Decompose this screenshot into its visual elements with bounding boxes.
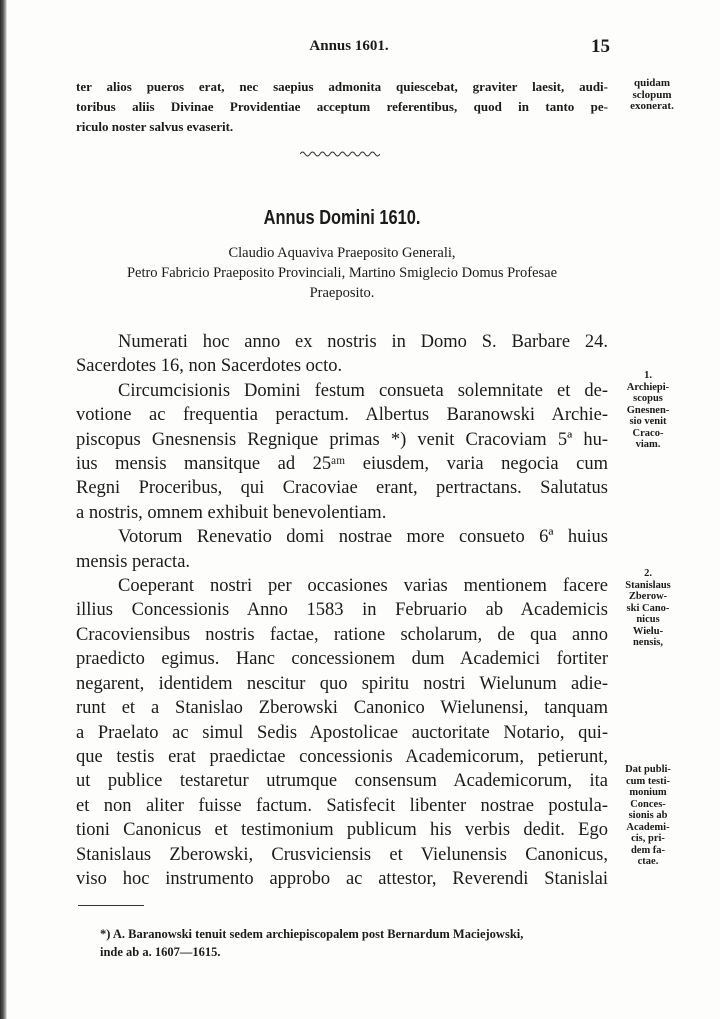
text-line: Sacerdotes 16, non Sacerdotes octo.	[76, 356, 343, 377]
footnote	[100, 925, 610, 961]
margin-note-2: 2. Stanislaus Zberow- ski Cano- nicus Wielu- nensis,	[625, 568, 671, 648]
text-line: Votorum Renevatio domi nostrae more consueto 6ª huius	[118, 527, 608, 548]
text-line: ius mensis mansitque ad 25ᵃᵐ eiusdem, varia negocia cum	[76, 454, 608, 475]
section-heading: Annus Domini 1610.	[263, 207, 421, 229]
page-number: 15	[591, 36, 610, 57]
officials-line	[76, 243, 608, 303]
margin-note-1: 1. Archiepi- scopus Gnesnen- sio venit Craco- viam.	[626, 370, 670, 450]
running-title: Annus 1601.	[309, 38, 389, 54]
text-line: Coeperant nostri per occasiones varias mentionem facere	[118, 576, 608, 597]
text-line: Regni Proceribus, qui Cracoviae erant, pertractans. Salutatus	[76, 478, 608, 499]
text-line: runt et a Stanislao Zberowski Canonico Wielunensi, tanquam	[76, 698, 608, 719]
officials-line-3: Praeposito.	[309, 285, 375, 301]
officials-line-1: Claudio Aquaviva Praeposito Generali,	[228, 245, 456, 261]
officials-line-2: Petro Fabricio Praeposito Provinciali, Martino Smiglecio Domus Profesae	[126, 265, 558, 281]
text-line: piscopus Gnesnensis Regnique primas *) venit Cracoviam 5ª hu-	[76, 429, 608, 450]
page-binding-edge	[0, 0, 7, 1019]
text-line: Circumcisionis Domini festum consueta solemnitate et de-	[118, 380, 608, 401]
text-line: negarent, identidem nescitur quo spiritu nostri Wielunum adie-	[76, 673, 608, 694]
text-line: a Praelato ac simul Sedis Apostolicae auctoritate Notario, qui-	[76, 722, 608, 743]
wavy-ornament	[300, 150, 380, 158]
text-line: a nostris, omnem exhibuit benevolentiam.	[76, 502, 387, 523]
footnote-line: *) A. Baranowski tenuit sedem archiepiscopalem post Bernardum Maciejowski,	[100, 927, 524, 941]
text-line: Stanislaus Zberowski, Crusviciensis et Vielunensis Canonicus,	[76, 844, 608, 865]
text-line: Cracoviensibus nostris factae, ratione scholarum, de qua anno	[76, 624, 608, 645]
text-line: ut publice testaretur utrumque consensum Academicorum, ita	[76, 771, 608, 792]
text-line: ter alios pueros erat, nec saepius admonita quiescebat, graviter laesit, audi-	[76, 79, 608, 94]
text-line: viso hoc instrumento approbo ac attestor, Reverendi Stanislai	[76, 868, 608, 889]
main-text	[76, 330, 608, 891]
continued-paragraph	[76, 77, 608, 137]
footnote-line: inde ab a. 1607—1615.	[100, 945, 221, 959]
text-line: votione ac frequentia peractum. Albertus Baranowski Archie-	[76, 405, 608, 426]
margin-note-3: Dat publi- cum testi- monium Conces- sionis ab Academi- cis, pri- dem fa- ctae.	[625, 764, 671, 867]
text-line: que testis erat praedictae concessionis Academicorum, petierunt,	[76, 746, 608, 767]
page-header	[76, 36, 622, 60]
text-line: Numerati hoc anno ex nostris in Domo S. Barbare 24.	[118, 332, 608, 352]
text-line: illius Concessionis Anno 1583 in Februario ab Academicis	[76, 600, 608, 621]
footnote-rule	[78, 905, 144, 906]
text-line: et non aliter fuisse factum. Satisfecit libenter nostrae postula-	[76, 795, 608, 816]
text-line: praedicto egimus. Hanc concessionem dum Academici fortiter	[76, 649, 608, 670]
text-line: mensis peracta.	[76, 551, 191, 572]
margin-note-sclopum: quidam sclopum exonerat.	[630, 77, 674, 112]
text-line: toribus aliis Divinae Providentiae acceptum referentibus, quod in tanto pe-	[76, 99, 608, 114]
text-line: riculo noster salvus evaserit.	[76, 119, 234, 134]
text-line: tioni Canonicus et testimonium publicum his verbis dedit. Ego	[76, 820, 608, 841]
